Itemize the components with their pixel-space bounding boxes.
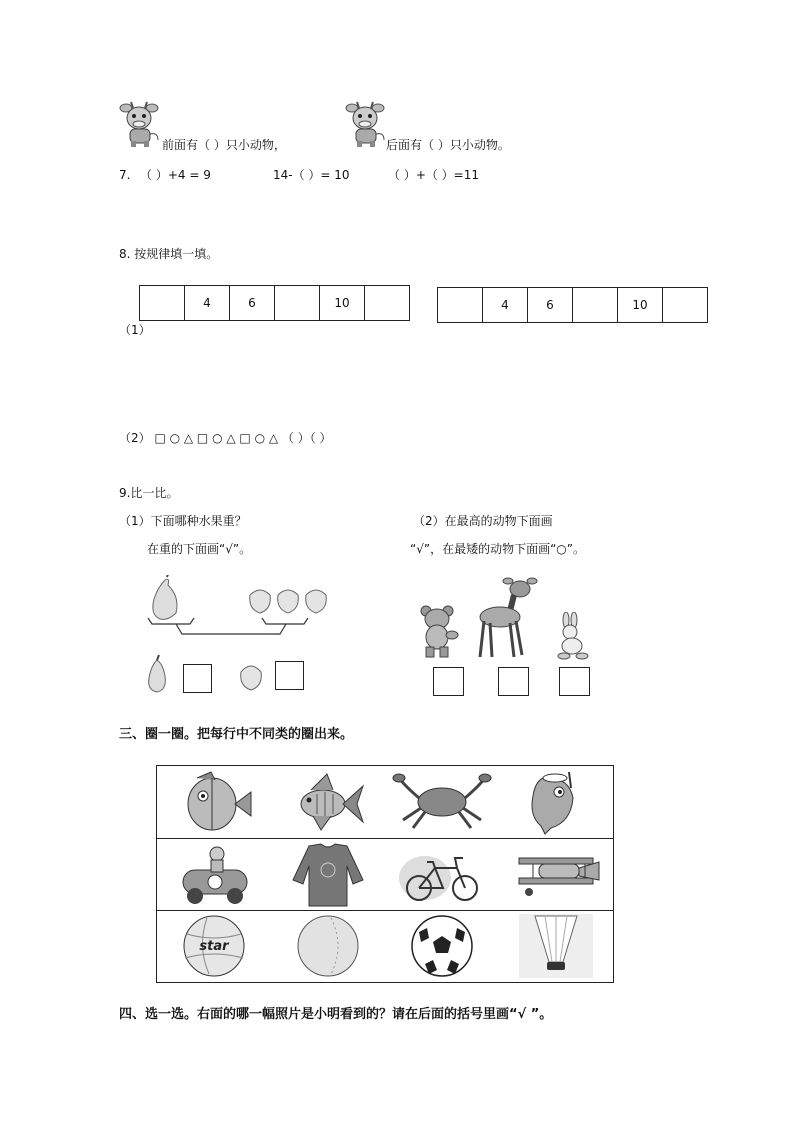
q7-label: 7. — [119, 168, 131, 182]
q8-sub2-pattern: （2） □ ○ △ □ ○ △ □ ○ △ （ ）（ ） — [119, 431, 332, 445]
seq-cell[interactable] — [140, 286, 185, 321]
grid-row-vehicles — [157, 838, 613, 911]
seq-cell: 10 — [320, 286, 365, 321]
fish-icon[interactable] — [271, 768, 385, 836]
seq-cell[interactable] — [275, 286, 320, 321]
seq-cell[interactable] — [438, 288, 483, 323]
q7-equation-1: （ ）+4 = 9 — [140, 168, 211, 182]
odd-one-out-grid — [156, 765, 614, 983]
seq-cell: 6 — [528, 288, 573, 323]
section4-title: 四、选一选。右面的哪一幅照片是小明看到的？请在后面的括号里画“√ ”。 — [119, 1007, 553, 1022]
rabbit-icon — [552, 612, 592, 660]
q8-title: 8. 按规律填一填。 — [119, 247, 219, 261]
q9-part1-line2: 在重的下面画“√”。 — [147, 542, 252, 556]
sequence-table-left — [139, 285, 410, 321]
q8-sub1-label: （1） — [119, 323, 151, 337]
sequence-table-right — [437, 287, 708, 323]
q9-part1-line1: （1）下面哪种水果重？ — [119, 514, 247, 528]
deer-icon — [470, 575, 540, 661]
volleyball-brand-text: star — [199, 939, 229, 954]
cartoon-fish-icon[interactable] — [157, 768, 271, 836]
cow-icon — [118, 98, 162, 148]
peach-icon — [236, 658, 266, 692]
bicycle-icon[interactable] — [385, 840, 499, 908]
airplane-icon[interactable] — [499, 840, 613, 908]
crab-icon[interactable] — [385, 768, 499, 836]
cartoon-fish-snorkel-icon[interactable] — [499, 768, 613, 836]
fruit-balance-illustration — [140, 575, 350, 640]
section3-title: 三、圈一圈。把每行中不同类的圈出来。 — [119, 727, 354, 742]
seq-cell[interactable] — [573, 288, 618, 323]
seq-cell: 10 — [618, 288, 663, 323]
q9-part2-line2: “√”，在最矮的动物下面画“○”。 — [410, 542, 585, 556]
answer-box-pear[interactable] — [183, 664, 212, 693]
sweater-icon[interactable] — [271, 840, 385, 908]
volleyball-icon[interactable] — [157, 912, 271, 980]
seq-cell[interactable] — [663, 288, 708, 323]
q6-part2: 后面有（ ）只小动物。 — [386, 138, 510, 152]
seq-cell: 4 — [185, 286, 230, 321]
answer-box-rabbit[interactable] — [559, 667, 590, 696]
pear-icon — [143, 654, 173, 694]
seq-cell: 6 — [230, 286, 275, 321]
grid-row-sea-animals — [157, 766, 613, 839]
q7-equation-2: 14-（ ）= 10 — [273, 168, 350, 182]
answer-box-deer[interactable] — [498, 667, 529, 696]
seq-cell[interactable] — [365, 286, 410, 321]
q9-part2-line1: （2）在最高的动物下面画 — [413, 514, 553, 528]
q9-title: 9.比一比。 — [119, 486, 179, 500]
cow-icon — [344, 98, 388, 148]
answer-box-bear[interactable] — [433, 667, 464, 696]
grid-row-balls — [157, 910, 613, 982]
shuttlecock-icon[interactable] — [499, 912, 613, 980]
answer-box-peach[interactable] — [275, 661, 304, 690]
seq-cell: 4 — [483, 288, 528, 323]
bear-icon — [414, 603, 464, 661]
toy-car-icon[interactable] — [157, 840, 271, 908]
q6-part1: 前面有（ ）只小动物， — [162, 138, 286, 152]
ball-icon[interactable] — [271, 912, 385, 980]
soccer-ball-icon[interactable] — [385, 912, 499, 980]
q7-equation-3: （ ）+（ ）=11 — [388, 168, 480, 182]
